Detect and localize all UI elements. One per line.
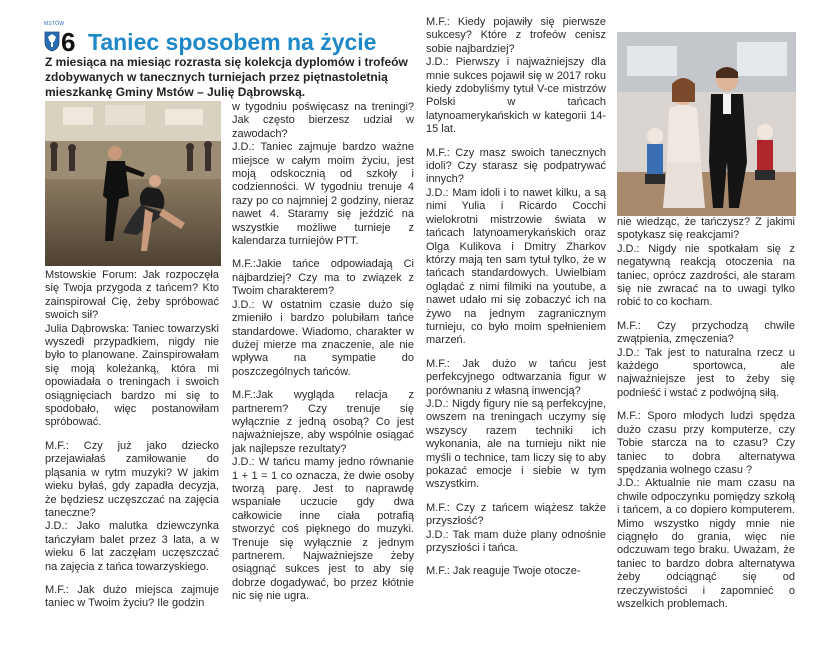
page-number: 6: [61, 27, 76, 57]
photo-couple-with-trophies: [617, 32, 796, 216]
text-column-1: [45, 269, 219, 611]
question-paragraph: M.F.: Kiedy pojawiły się pierwsze sukcesy? Które z trofeów cenisz sobie najbardziej?: [426, 16, 606, 55]
answer-paragraph: J.D.: W ostatnim czasie dużo się zmieniło i bardzo polubiłam tańce standardowe. Wiadomo, charakter w dużej mierze ma znaczenie, ale nie wpływa na sympatie do poszczególnych tańców.: [232, 298, 414, 378]
question-paragraph: nie wiedząc, że tańczysz? Z jakimi spotykasz się reakcjami?: [617, 216, 795, 242]
question-paragraph: M.F.: Czy z tańcem wiążesz także przyszłość?: [426, 501, 606, 528]
question-paragraph: M.F.: Czy przychodzą chwile zwątpienia, zmęczenia?: [617, 319, 795, 346]
answer-paragraph: J.D.: Tak mam duże plany odnośnie przyszłości i tańca.: [426, 528, 606, 555]
question-paragraph: M.F.:Jak wygląda relacja z partnerem? Czy trenuje się wyłącznie z jedną osobą? Co jest najważniejsze, aby wspólnie osiągać jak najlepsze rezultaty?: [232, 389, 414, 455]
answer-paragraph: J.D.: Nigdy nie spotkałam się z negatywną reakcją otoczenia na taniec, oprócz zazdrości, ale staram się nie zwracać na to uwagi tylko robić to co kocham.: [617, 242, 795, 309]
answer-paragraph: Julia Dąbrowska: Taniec towarzyski wyszedł przypadkiem, nigdy nie było to planowane. Zainspirowałam się moją koleżanką, która mi opowiadała o treningach i swoich osiągnięciach bardzo mi się to spodobało, więc postanowiłam spróbować.: [45, 322, 219, 429]
answer-paragraph: J.D.: Aktualnie nie mam czasu na chwile odpoczynku pomiędzy szkołą i tańcem, a co dopiero komputerem. Mimo wszystko nigdy mnie nie ciągnęło do grania, więc nie odczuwam tego braku. Uważam, że taniec to bardzo dobra alternatywa żeby odciągnąć się od rzeczywistości i zapomnieć o wszelkich problemach.: [617, 477, 795, 610]
question-paragraph: M.F.:Jakie tańce odpowiadają Ci najbardziej? Czy ma to związek z Twoim charakterem?: [232, 258, 414, 298]
answer-paragraph: J.D.: Mam idoli i to nawet kilku, a są nimi Yulia i Ricardo Cocchi wielokrotni mistrzowie świata w tańcach latynoamerykańskich oraz Olga Kulikova i Dmitry Zharkov którzy mają ten sam tytuł tylko, że w tańcach standardowych. Uwielbiam oglądać z nimi filmiki na youtube, a nawet udało mi się zobaczyć ich na żywo na jednym zagranicznym turnieju, co było moim spełnieniem marzeń.: [426, 186, 606, 347]
coat-of-arms-icon: [44, 30, 60, 52]
answer-paragraph: J.D.: Nigdy figury nie są perfekcyjne, owszem na treningach uczymy się wszyscy razem techniki ich wykonania, ale na turnieju nikt nie myśli o technice, tam liczy się to aby pokazać emocje i siebie w tym wszystkim.: [426, 397, 606, 491]
answer-paragraph: J.D.: Tak jest to naturalna rzecz u każdego sportowca, ale najważniejsze jest to żeby się podnieść i wstać z podwójną siłą.: [617, 346, 795, 399]
question-paragraph: M.F.: Jak dużo w tańcu jest perfekcyjnego odtwarzania figur w porównaniu z własną inwencją?: [426, 357, 606, 397]
photo-dancing-couple: [45, 101, 221, 266]
trophy-portrait-image: [617, 32, 796, 216]
answer-paragraph: J.D.: Pierwszy i najważniejszy dla mnie sukces pojawił się w 2017 roku kiedy zdobyliśmy tytuł V-ce mistrzów Polski w tańcach latynoamerykańskich w kategorii 14-15 lat.: [426, 56, 606, 136]
question-paragraph: w tygodniu poświęcasz na treningi? Jak często bierzesz udział w zawodach?: [232, 101, 414, 140]
question-paragraph: M.F.: Sporo młodych ludzi spędza dużo czasu przy komputerze, czy Tobie starcza na to czasu? Czy taniec to dobra alternatywa spędzania wolnego czasu ?: [617, 410, 795, 476]
answer-paragraph: J.D.: Taniec zajmuje bardzo ważne miejsce w całym moim życiu, jest moją odskocznią od szkoły i codzienności. W tygodniu trenuje 4 razy po co najmniej 2 godziny, nieraz nawet 4. Staramy się jeździć na wszystkie możliwe turnieje z kalendarza turniejów PTT.: [232, 141, 414, 248]
dance-hall-image: [45, 101, 221, 266]
article-lead: Z miesiąca na miesiąc rozrasta się kolekcja dyplomów i trofeów zdobywanych w tanecznych turniejach przez piętnastoletnią mieszkankę Gminy Mstów – Julię Dąbrowską.: [45, 55, 408, 99]
crest-label: MSTÓW: [44, 21, 65, 27]
question-paragraph: Mstowskie Forum: Jak rozpoczęła się Twoja przygoda z tańcem? Kto zainspirował Cię, żeby spróbować swoich sił?: [45, 269, 219, 322]
answer-paragraph: J.D.: Jako malutka dziewczynka tańczyłam balet przez 3 lata, a w wieku 6 lat zaczęłam uczęszczać na zajęcia z tańca towarzyskiego.: [45, 520, 219, 573]
question-paragraph: M.F.: Jak dużo miejsca zajmuje taniec w Twoim życiu? Ile godzin: [45, 583, 219, 610]
question-paragraph: M.F.: Czy już jako dziecko przejawiałaś zamiłowanie do pląsania w rytm muzyki? W jakim wieku byłaś, gdy zapadła decyzja, że będziesz uczęszczać na zajęcia taneczne?: [45, 439, 219, 519]
text-column-3: [426, 16, 606, 579]
text-column-4: [617, 216, 795, 611]
text-column-2: [232, 101, 414, 604]
answer-paragraph: J.D.: W tańcu mamy jedno równanie 1 + 1 = 1 co oznacza, że dwie osoby tworzą parę. Jest to naprawdę wspaniałe uczucie gdy dwa całkowicie inne ciała potrafią stworzyć coś pięknego do muzyki. Trenuje się wyłącznie z jednym partnerem. Najważniejsze żeby osiągnąć sukces jest to aby się dobrze dogadywać, bo przez kłótnie nic się nie ugra.: [232, 456, 414, 603]
question-paragraph: M.F.: Jak reaguje Twoje otocze-: [426, 565, 581, 578]
question-paragraph: M.F.: Czy masz swoich tanecznych idoli? Czy starasz się podpatrywać innych?: [426, 146, 606, 186]
article-title: Taniec sposobem na życie: [88, 29, 377, 55]
